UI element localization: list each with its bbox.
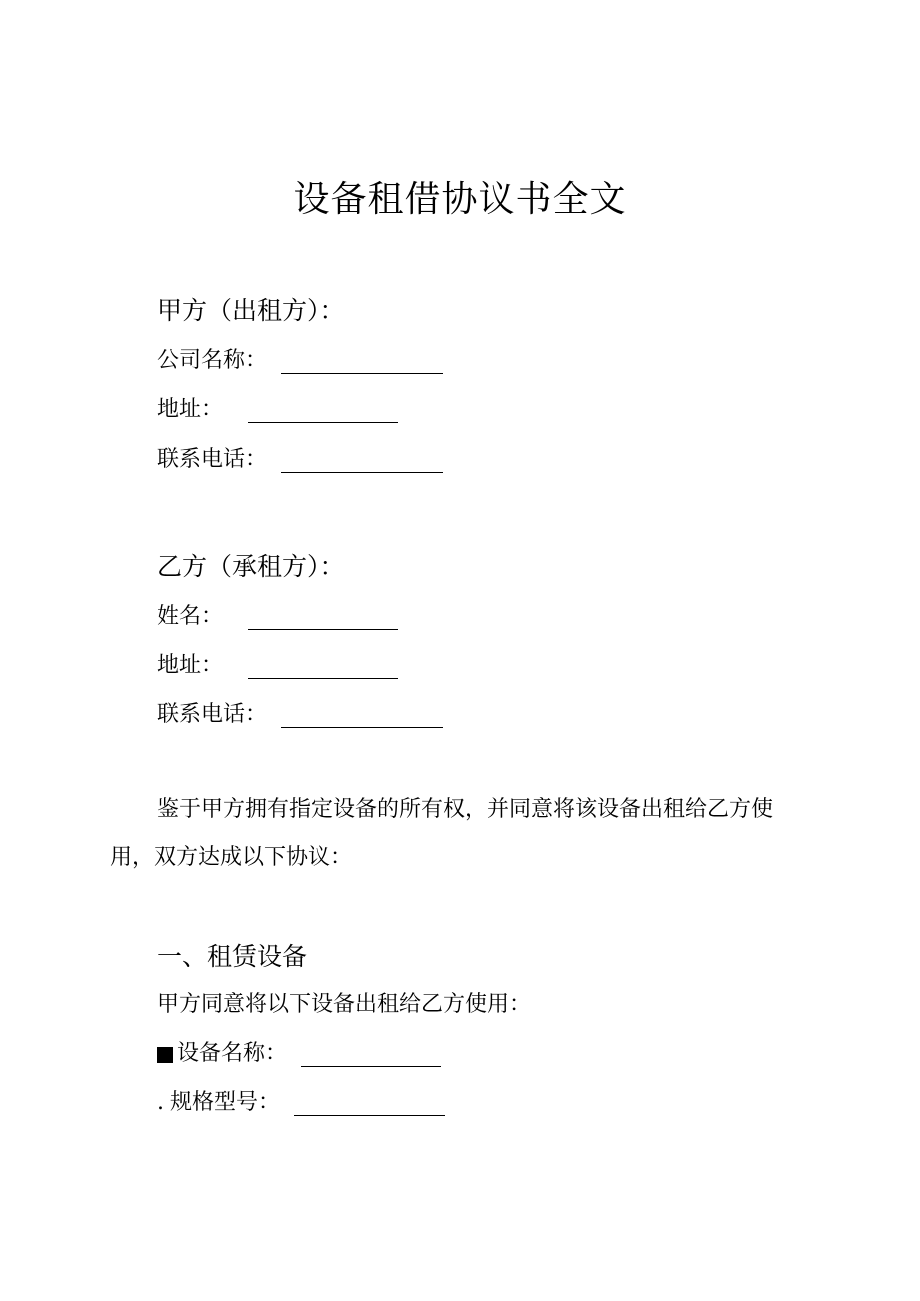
square-bullet-icon: [157, 1047, 173, 1063]
party-a-address-blank[interactable]: [248, 402, 398, 423]
party-b-address-row: [157, 649, 398, 683]
party-b-phone-label: 联系电话：: [157, 702, 268, 727]
party-a-address-label: 地址：: [157, 397, 224, 422]
party-b-heading: 乙方（承租方）：: [157, 552, 345, 581]
intro-line-1: 鉴于甲方拥有指定设备的所有权，并同意将该设备出租给乙方使: [157, 797, 774, 822]
equipment-name-blank[interactable]: [301, 1046, 441, 1067]
party-a-heading: 甲方（出租方）：: [157, 296, 345, 325]
party-a-phone-blank[interactable]: [281, 452, 443, 473]
section-1-text-content: 甲方同意将以下设备出租给乙方使用：: [157, 992, 532, 1017]
intro-line-2: 用，双方达成以下协议：: [110, 845, 353, 870]
party-b-phone-blank[interactable]: [281, 707, 443, 728]
model-row: [157, 1086, 445, 1120]
document-title: 设备租借协议书全文: [293, 179, 627, 220]
equipment-name-label: 设备名称：: [177, 1041, 288, 1066]
party-b-address-label: 地址：: [157, 653, 224, 678]
party-b-name-blank[interactable]: [248, 609, 398, 630]
intro-paragraph: [110, 786, 810, 882]
model-marker: .: [157, 1090, 164, 1115]
model-blank[interactable]: [294, 1095, 445, 1116]
party-a-address-row: [157, 393, 398, 427]
model-label: 规格型号：: [170, 1090, 281, 1115]
party-a-phone-label: 联系电话：: [157, 447, 268, 472]
party-b-phone-row: [157, 698, 443, 732]
equipment-name-row: [157, 1037, 441, 1071]
party-a-phone-row: [157, 443, 443, 477]
party-b-name-label: 姓名：: [157, 604, 224, 629]
section-1-text: [157, 988, 531, 1022]
party-a-company-row: [157, 344, 443, 378]
party-a-company-blank[interactable]: [281, 353, 443, 374]
section-1-heading: 一、租赁设备: [157, 942, 308, 971]
party-a-company-label: 公司名称：: [157, 348, 268, 373]
party-b-address-blank[interactable]: [248, 658, 398, 679]
party-b-name-row: [157, 600, 398, 634]
